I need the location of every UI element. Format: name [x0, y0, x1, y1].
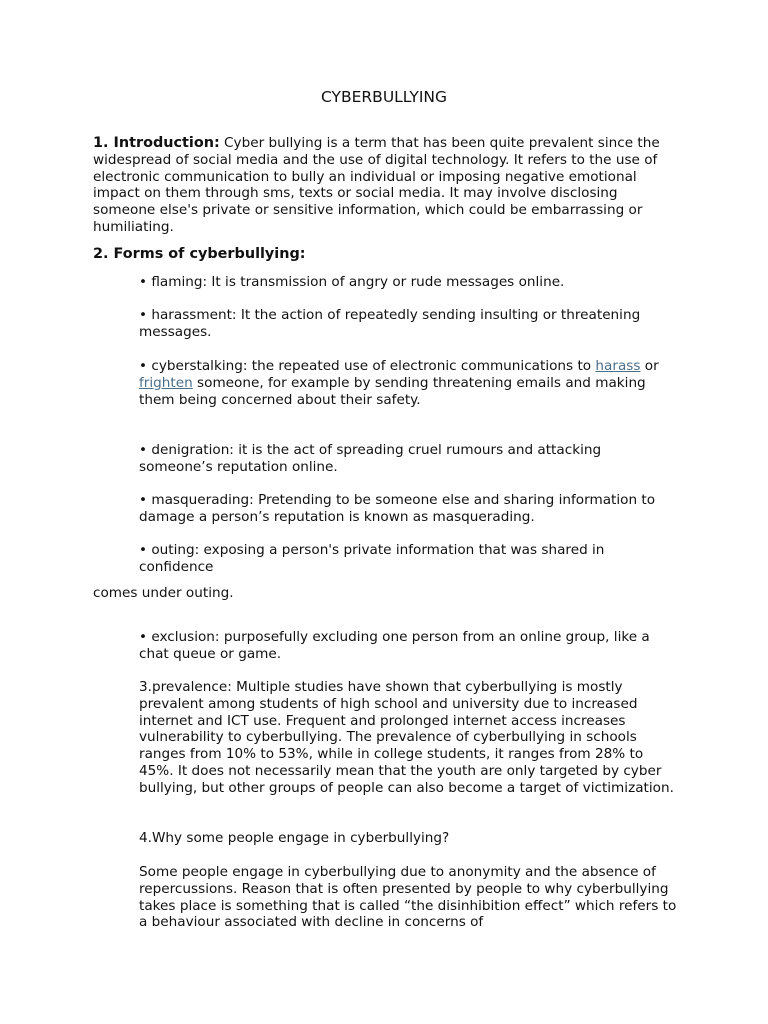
why-heading: 4.Why some people engage in cyberbullying?	[139, 830, 450, 846]
form-item-cyberstalking	[139, 358, 679, 408]
harass-link[interactable]: harass	[595, 358, 641, 374]
form-item-exclusion: • exclusion: purposefully excluding one person from an online group, like a chat queue or game.	[139, 629, 650, 662]
form-item-denigration: • denigration: it is the act of spreading cruel rumours and attacking someone’s reputation online.	[139, 442, 602, 475]
frighten-link[interactable]: frighten	[139, 374, 193, 391]
intro-text: Cyber bullying is a term that has been quite prevalent since the widespread of social media and the use of digital technology. It refers to the use of electronic communication to bully an individual or imposing negative emotional impact on them through sms, texts or social media. It may involve disclosing someone else's private or sensitive information, which could be embarrassing or humiliating.	[93, 135, 660, 235]
cyberstalking-text-a: • cyberstalking: the repeated use of electronic communications to	[139, 358, 596, 374]
form-item-outing: • outing: exposing a person's private information that was shared in confidence	[139, 542, 605, 575]
intro-paragraph	[93, 135, 673, 236]
intro-heading: 1. Introduction:	[93, 135, 220, 151]
forms-heading-text: 2. Forms of cyberbullying:	[93, 246, 306, 262]
form-item-masquerading: • masquerading: Pretending to be someone else and sharing information to damage a person’s reputation is known as masquerading.	[139, 492, 656, 525]
prevalence-paragraph: 3.prevalence: Multiple studies have shown that cyberbullying is mostly prevalent among students of high school and university due to increased internet and ICT use. Frequent and prolonged internet access increases vulnerability to cyberbullying. The prevalence of cyberbullying in schools ranges from 10% to 53%, while in college students, it ranges from 28% to 45%. It does not necessarily mean that the youth are only targeted by cyber bullying, but other groups of people can also become a target of victimization.	[139, 679, 674, 796]
document-title: CYBERBULLYING	[320, 88, 448, 106]
forms-heading	[93, 246, 673, 263]
outing-continuation: comes under outing.	[93, 585, 234, 601]
cyberstalking-text-b: someone, for example by sending threatening emails and making them being concerned about their safety.	[139, 374, 646, 408]
form-item-flaming: • flaming: It is transmission of angry or rude messages online.	[139, 274, 565, 290]
cyberstalking-or: or	[640, 358, 659, 374]
why-paragraph: Some people engage in cyberbullying due to anonymity and the absence of repercussions. Reason that is often presented by people to why cyberbullying takes place is something that is called “the disinhibition effect” which refers to a behaviour associated with decline in concerns of	[139, 864, 677, 931]
form-item-harassment: • harassment: It the action of repeatedly sending insulting or threatening messages.	[139, 307, 641, 340]
